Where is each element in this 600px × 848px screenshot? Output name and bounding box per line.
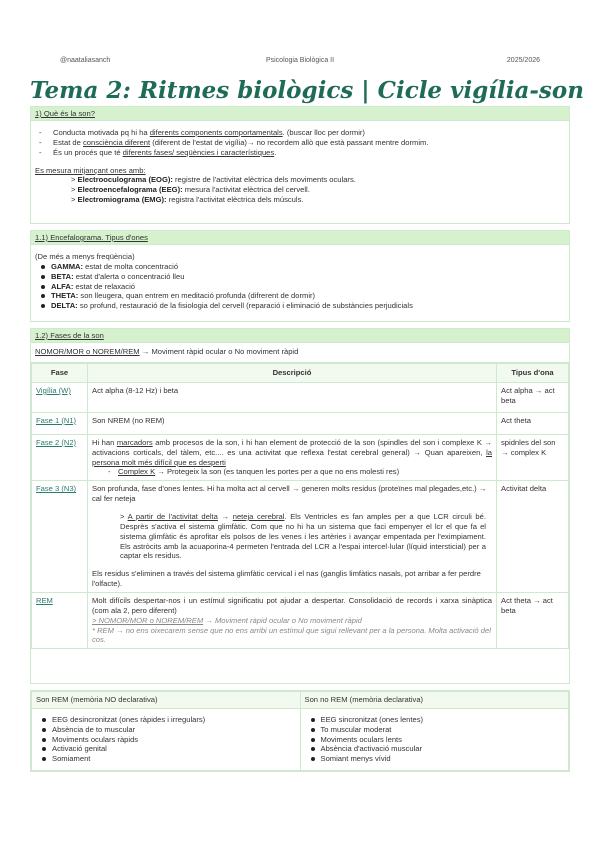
phases-note: NOMOR/MOR o NOREM/REM → Moviment ràpid ocular o No moviment ràpid	[31, 343, 569, 363]
page-title: Tema 2: Ritmes biològics | Cicle vigília-son	[30, 77, 584, 104]
section-heading: 1) Què és la son?	[31, 107, 569, 121]
list-item: > Electrooculograma (EOG): registre de l'activitat elèctrica dels moviments oculars.	[71, 175, 356, 185]
list-item: GAMMA: estat de molta concentració	[35, 262, 565, 272]
waves-intro: (De més a menys freqüència)	[35, 252, 135, 261]
section-eeg-waves	[30, 230, 570, 322]
list-item: - És un procés que té diferents fases/ seqüències i característiques.	[35, 148, 565, 158]
section-what-is-sleep	[30, 106, 570, 224]
list-item: > Electroencefalograma (EEG): mesura l'activitat elèctrica del cervell.	[71, 185, 310, 195]
table-row	[32, 708, 569, 770]
table-row: Fase 2 (N2) Hi han marcadors amb procesos de la son, i hi han element de protecció de la son (spindles del son i complexe K → activacions corticals, del tàlem, etc.... es una activitat que reflexa l'estat cerebral general) → Quan apareixen, la persona molt més difícil que es desperti - Complex K → Protegeix la son (es tanquen les portes per a que no ens molesti res) spidnles del son → complex K	[32, 434, 569, 480]
measure-intro: Es mesura mitjançant ones amb:	[35, 165, 146, 175]
phase-link-n1[interactable]: Fase 1 (N1)	[36, 415, 77, 425]
section-sleep-phases	[30, 328, 570, 684]
table-row: Fase 3 (N3) Son profunda, fase d'ones lentes. Hi ha molta act al cervell → generen molts residus (proteïnes mal plegades,etc.) → cal fer neteja > A partir de l'activitat delta → neteja cerebral. Els Ventricles es fan amples per a que LCR circuli bé. Desprès s'activa el sistema glimfàtic. Com que no hi ha un sistema que faci empenyer el lcr el que fa el sistema glimfàtic és aprofitar els polsos de les venes i les artèries i avançar empentada per l'eximpiament. Els astròcits amb la acuaporina-4 permeten l'entrada del LCR a l'espai intercel·lular (líquid intersticial) per a captar els residus. Els residus s'eliminen a través del sistema glimfàtic cervical i el nas (ganglis limfàtics nasals, pot arribar a fer perdre l'olfacte). Activitat delta	[32, 481, 569, 593]
list-item: Absència d'activació muscular	[305, 744, 565, 754]
list-item: THETA: son lleugera, quan entrem en meditació profunda (difrerent de dormir)	[35, 291, 565, 301]
list-item: DELTA: so profund, restauració de la fisiologia del cervell (reparació i eliminació de substàncies perjudicials	[35, 301, 565, 311]
list-item: BETA: estat d'alerta o concentració lleu	[35, 272, 565, 282]
table-row: Vigília (W) Act alpha (8-12 Hz) i beta Act alpha → act beta	[32, 382, 569, 412]
table-row: REM Molt difícils despertar-nos i un estímul significatiu pot ajudar a despertar. Consolidació de records i xarxa sinàptica (com ala 2, pero diferent) > NOMOR/MOR o NOREM/REM → Moviment ràpid ocular o No moviment ràpid * REM → no ens oixecarem sense que no ens arribi un estímul que sigui rellevant per a la persona. Molta activació del cos. Act theta → act beta	[32, 593, 569, 649]
list-item: Somiament	[36, 754, 296, 764]
phases-table	[31, 363, 569, 649]
phase-link-wake[interactable]: Vigília (W)	[36, 385, 71, 395]
table-row: Fase 1 (N1) Son NREM (no REM) Act theta	[32, 412, 569, 434]
phase-link-rem[interactable]: REM	[36, 596, 53, 606]
header-year: 2025/2026	[506, 57, 540, 64]
table-header: Fase Descripció Tipus d'ona	[32, 364, 569, 383]
list-item: Absència de to muscular	[36, 725, 296, 735]
section-heading: 1.2) Fases de la son	[31, 329, 569, 343]
list-item: Somiant menys vívid	[305, 754, 565, 764]
list-item: EEG sincronitzat (ones lentes)	[305, 715, 565, 725]
table-header	[32, 692, 569, 709]
page-header	[60, 56, 540, 68]
phase-link-n3[interactable]: Fase 3 (N3)	[36, 484, 77, 494]
list-item: To muscular moderat	[305, 725, 565, 735]
header-course: Psicologia Biològica II	[265, 57, 335, 64]
nrem-heading: Son no REM (memòria declarativa)	[300, 692, 569, 709]
list-item: Activació genital	[36, 744, 296, 754]
phase-link-n2[interactable]: Fase 2 (N2)	[36, 437, 77, 447]
list-item: ALFA: estat de relaxació	[35, 282, 565, 292]
header-author: @naataliasanch	[60, 57, 111, 64]
list-item: - Conducta motivada pq hi ha diferents components comportamentals. (buscar lloc per dormir)	[35, 128, 565, 138]
section-heading: 1.1) Encefalograma. Tipus d'ones	[31, 231, 569, 245]
list-item: > Electromiograma (EMG): registra l'activitat elèctrica dels músculs.	[71, 195, 304, 205]
list-item: - Estat de consciència diferent (diferent de l'estat de vigília)→ no recordem allò que està passant mentre dormim.	[35, 138, 565, 148]
list-item: EEG desincronitzat (ones ràpides i irregulars)	[36, 715, 296, 725]
list-item: Moviments oculars lents	[305, 735, 565, 745]
list-item: Moviments oculars ràpids	[36, 735, 296, 745]
rem-heading: Son REM (memòria NO declarativa)	[32, 692, 301, 709]
section-rem-vs-nrem	[30, 690, 570, 772]
